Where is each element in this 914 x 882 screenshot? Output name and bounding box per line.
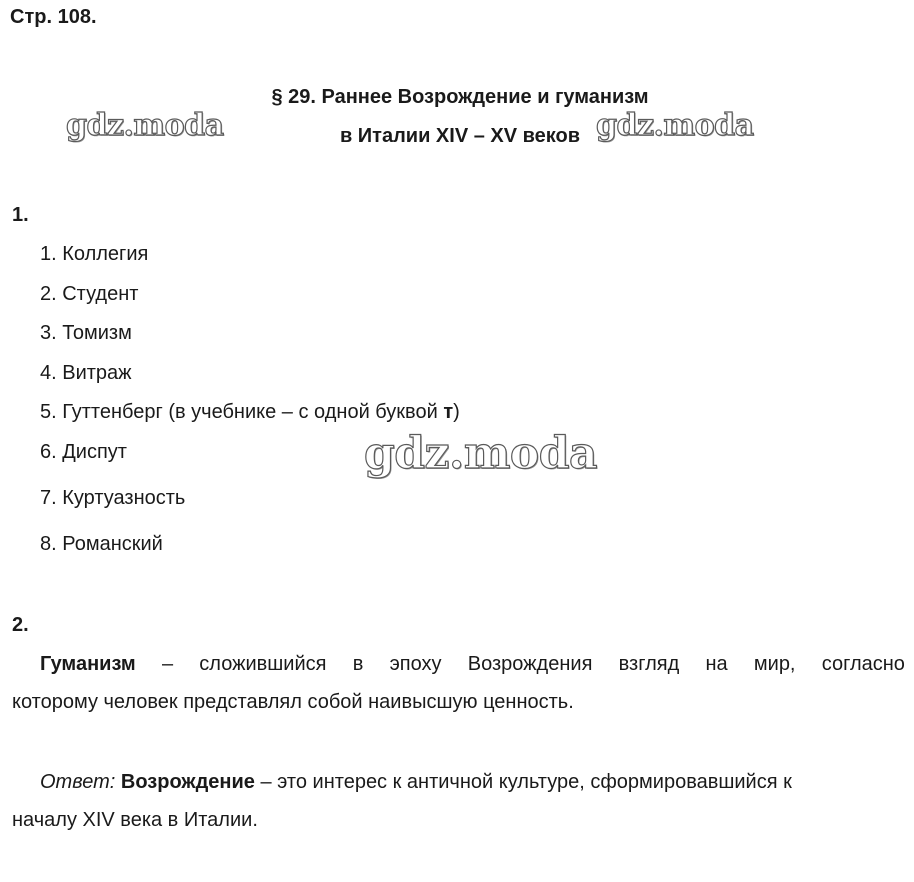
paragraph-line: [12, 645, 905, 683]
word: в: [352, 653, 364, 675]
section-title: § 29. Раннее Возрождение и гуманизм: [271, 86, 649, 108]
list-item: [40, 401, 460, 424]
watermark-logo: gdz.moda: [66, 108, 224, 143]
list-item: 7. Куртуазность: [40, 487, 186, 509]
list-item-text-end: ): [453, 401, 460, 423]
task-number: 1.: [12, 204, 29, 226]
paragraph-line: которому человек представлял собой наивысшую ценность.: [12, 691, 574, 713]
paragraph-line: [12, 763, 905, 801]
word: согласно: [821, 653, 905, 675]
list-item: 2. Студент: [40, 283, 139, 305]
section-subtitle: в Италии XIV – XV веков: [339, 125, 581, 147]
list-item: 1. Коллегия: [40, 243, 149, 265]
answer-text: – это интерес к античной культуре, сформировавшийся к: [254, 771, 792, 793]
list-item: 6. Диспут: [40, 441, 127, 463]
list-item-text: 5. Гуттенберг (в учебнике – с одной буквой: [40, 401, 444, 423]
list-item: 8. Романский: [40, 533, 163, 555]
word: сложившийся: [199, 653, 327, 675]
page-number: Стр. 108.: [10, 6, 97, 28]
term: Возрождение: [120, 771, 255, 793]
list-item-bold-letter: т: [443, 401, 454, 423]
paragraph-line: началу XIV века в Италии.: [12, 809, 258, 831]
definition-paragraph: [12, 645, 905, 721]
term: Гуманизм: [40, 653, 136, 675]
answer-paragraph: [12, 763, 905, 839]
watermark-logo: gdz.moda: [596, 108, 754, 143]
watermark-logo: gdz.moda: [364, 428, 598, 479]
word: эпоху: [389, 653, 442, 675]
task-number: 2.: [12, 614, 29, 636]
word: на: [705, 653, 728, 675]
answer-label: Ответ:: [40, 771, 116, 793]
word: мир,: [753, 653, 796, 675]
word: взгляд: [618, 653, 680, 675]
word: Возрождения: [467, 653, 593, 675]
list-item: 3. Томизм: [40, 322, 132, 344]
list-item: 4. Витраж: [40, 362, 132, 384]
word: –: [161, 653, 174, 675]
